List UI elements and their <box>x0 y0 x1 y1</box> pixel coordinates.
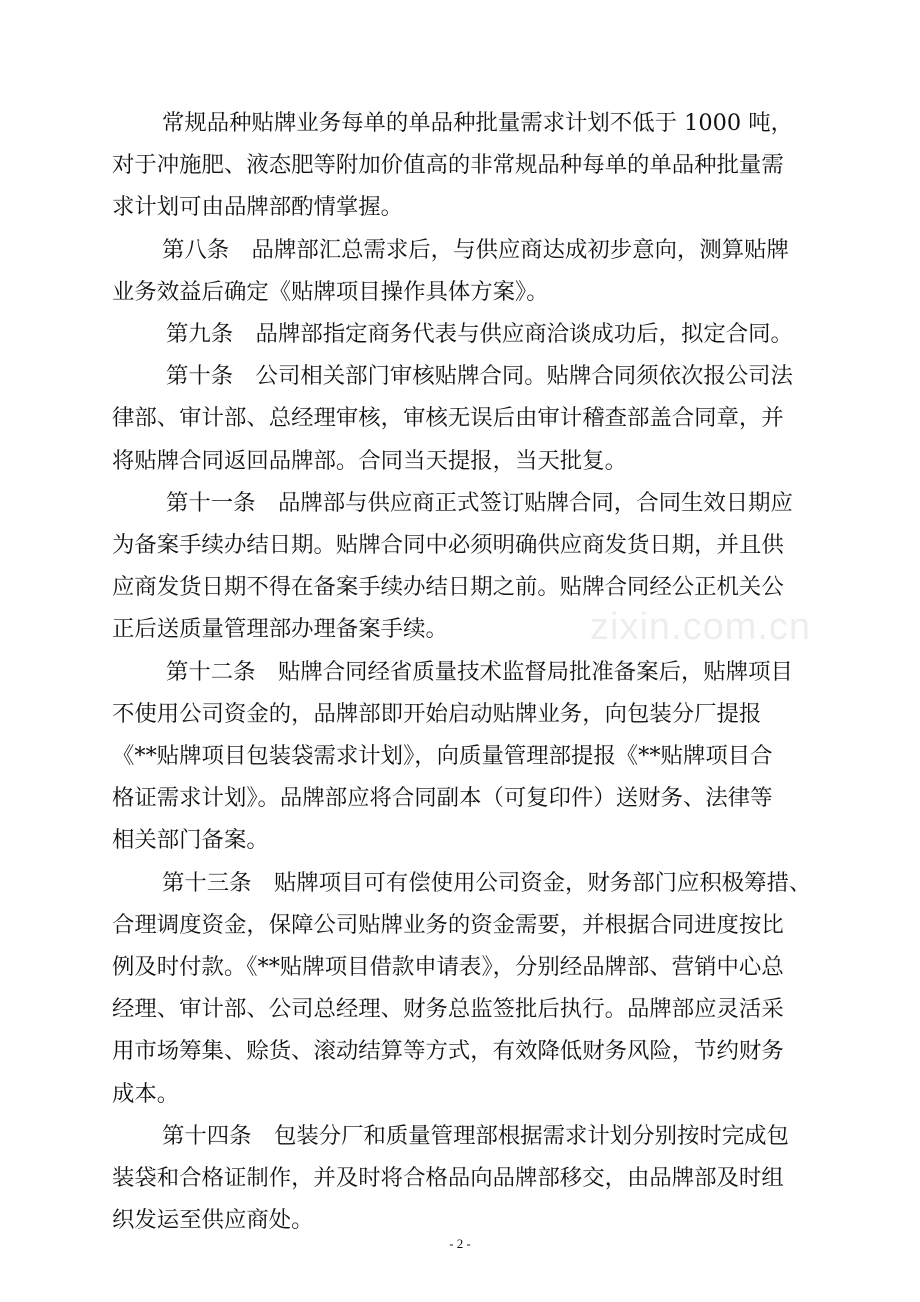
text-line: 第八条 品牌部汇总需求后，与供应商达成初步意向，测算贴牌 <box>162 236 789 263</box>
text-line: 律部、审计部、总经理审核，审核无误后由审计稽查部盖合同章，并 <box>112 405 784 432</box>
text-line: 不使用公司资金的，品牌部即开始启动贴牌业务，向包装分厂提报 <box>112 700 762 727</box>
text-line: 合理调度资金，保障公司贴牌业务的资金需要，并根据合同进度按比 <box>112 911 784 938</box>
text-line: 装袋和合格证制作，并及时将合格品向品牌部移交，由品牌部及时组 <box>112 1165 784 1192</box>
text-line: 格证需求计划》。品牌部应将合同副本（可复印件）送财务、法律等 <box>112 785 773 812</box>
watermark: zixin.com.cn <box>590 606 812 648</box>
article-13 <box>112 862 828 1115</box>
text-line: 用市场筹集、赊货、滚动结算等方式，有效降低财务风险，节约财务 <box>112 1038 784 1065</box>
article-12 <box>112 651 828 862</box>
text-line: 求计划可由品牌部酌情掌握。 <box>112 194 404 221</box>
text-line: 第十三条 贴牌项目可有偿使用公司资金，财务部门应积极筹措、 <box>162 869 812 896</box>
article-14 <box>112 1115 828 1242</box>
article-8 <box>112 229 828 313</box>
paragraph-continued <box>112 102 828 229</box>
text-line: 第十条 公司相关部门审核贴牌合同。贴牌合同须依次报公司法 <box>166 363 793 390</box>
text-line: 将贴牌合同返回品牌部。合同当天提报，当天批复。 <box>112 447 627 474</box>
text-line: 正后送质量管理部办理备案手续。 <box>112 616 448 643</box>
text-line: 例及时付款。《**贴牌项目借款申请表》，分别经品牌部、营销中心总 <box>112 954 784 981</box>
text-line: 对于冲施肥、液态肥等附加价值高的非常规品种每单的单品种批量需 <box>112 152 784 179</box>
text-line: 《**贴牌项目包装袋需求计划》，向质量管理部提报《**贴牌项目合 <box>112 743 773 770</box>
text-line: 第十四条 包装分厂和质量管理部根据需求计划分别按时完成包 <box>162 1122 789 1149</box>
text-line: 应商发货日期不得在备案手续办结日期之前。贴牌合同经公正机关公 <box>112 574 784 601</box>
document-body <box>112 102 828 1241</box>
text-line: 第九条 品牌部指定商务代表与供应商洽谈成功后，拟定合同。 <box>166 321 793 348</box>
article-10 <box>112 355 828 482</box>
text-line: 第十二条 贴牌合同经省质量技术监督局批准备案后，贴牌项目 <box>166 658 793 685</box>
page-number: - 2 - <box>449 1236 471 1251</box>
text-line: 第十一条 品牌部与供应商正式签订贴牌合同，合同生效日期应 <box>166 489 793 516</box>
text-line: 经理、审计部、公司总经理、财务总监签批后执行。品牌部应灵活采 <box>112 996 784 1023</box>
text-line: 相关部门备案。 <box>112 827 269 854</box>
text-line: 业务效益后确定《贴牌项目操作具体方案》。 <box>112 278 549 305</box>
article-9 <box>112 313 828 355</box>
text-line: 织发运至供应商处。 <box>112 1207 314 1234</box>
text-line: 为备案手续办结日期。贴牌合同中必须明确供应商发货日期，并且供 <box>112 532 784 559</box>
text-line: 常规品种贴牌业务每单的单品种批量需求计划不低于 1000 吨， <box>162 110 793 136</box>
text-line: 成本。 <box>112 1080 180 1107</box>
